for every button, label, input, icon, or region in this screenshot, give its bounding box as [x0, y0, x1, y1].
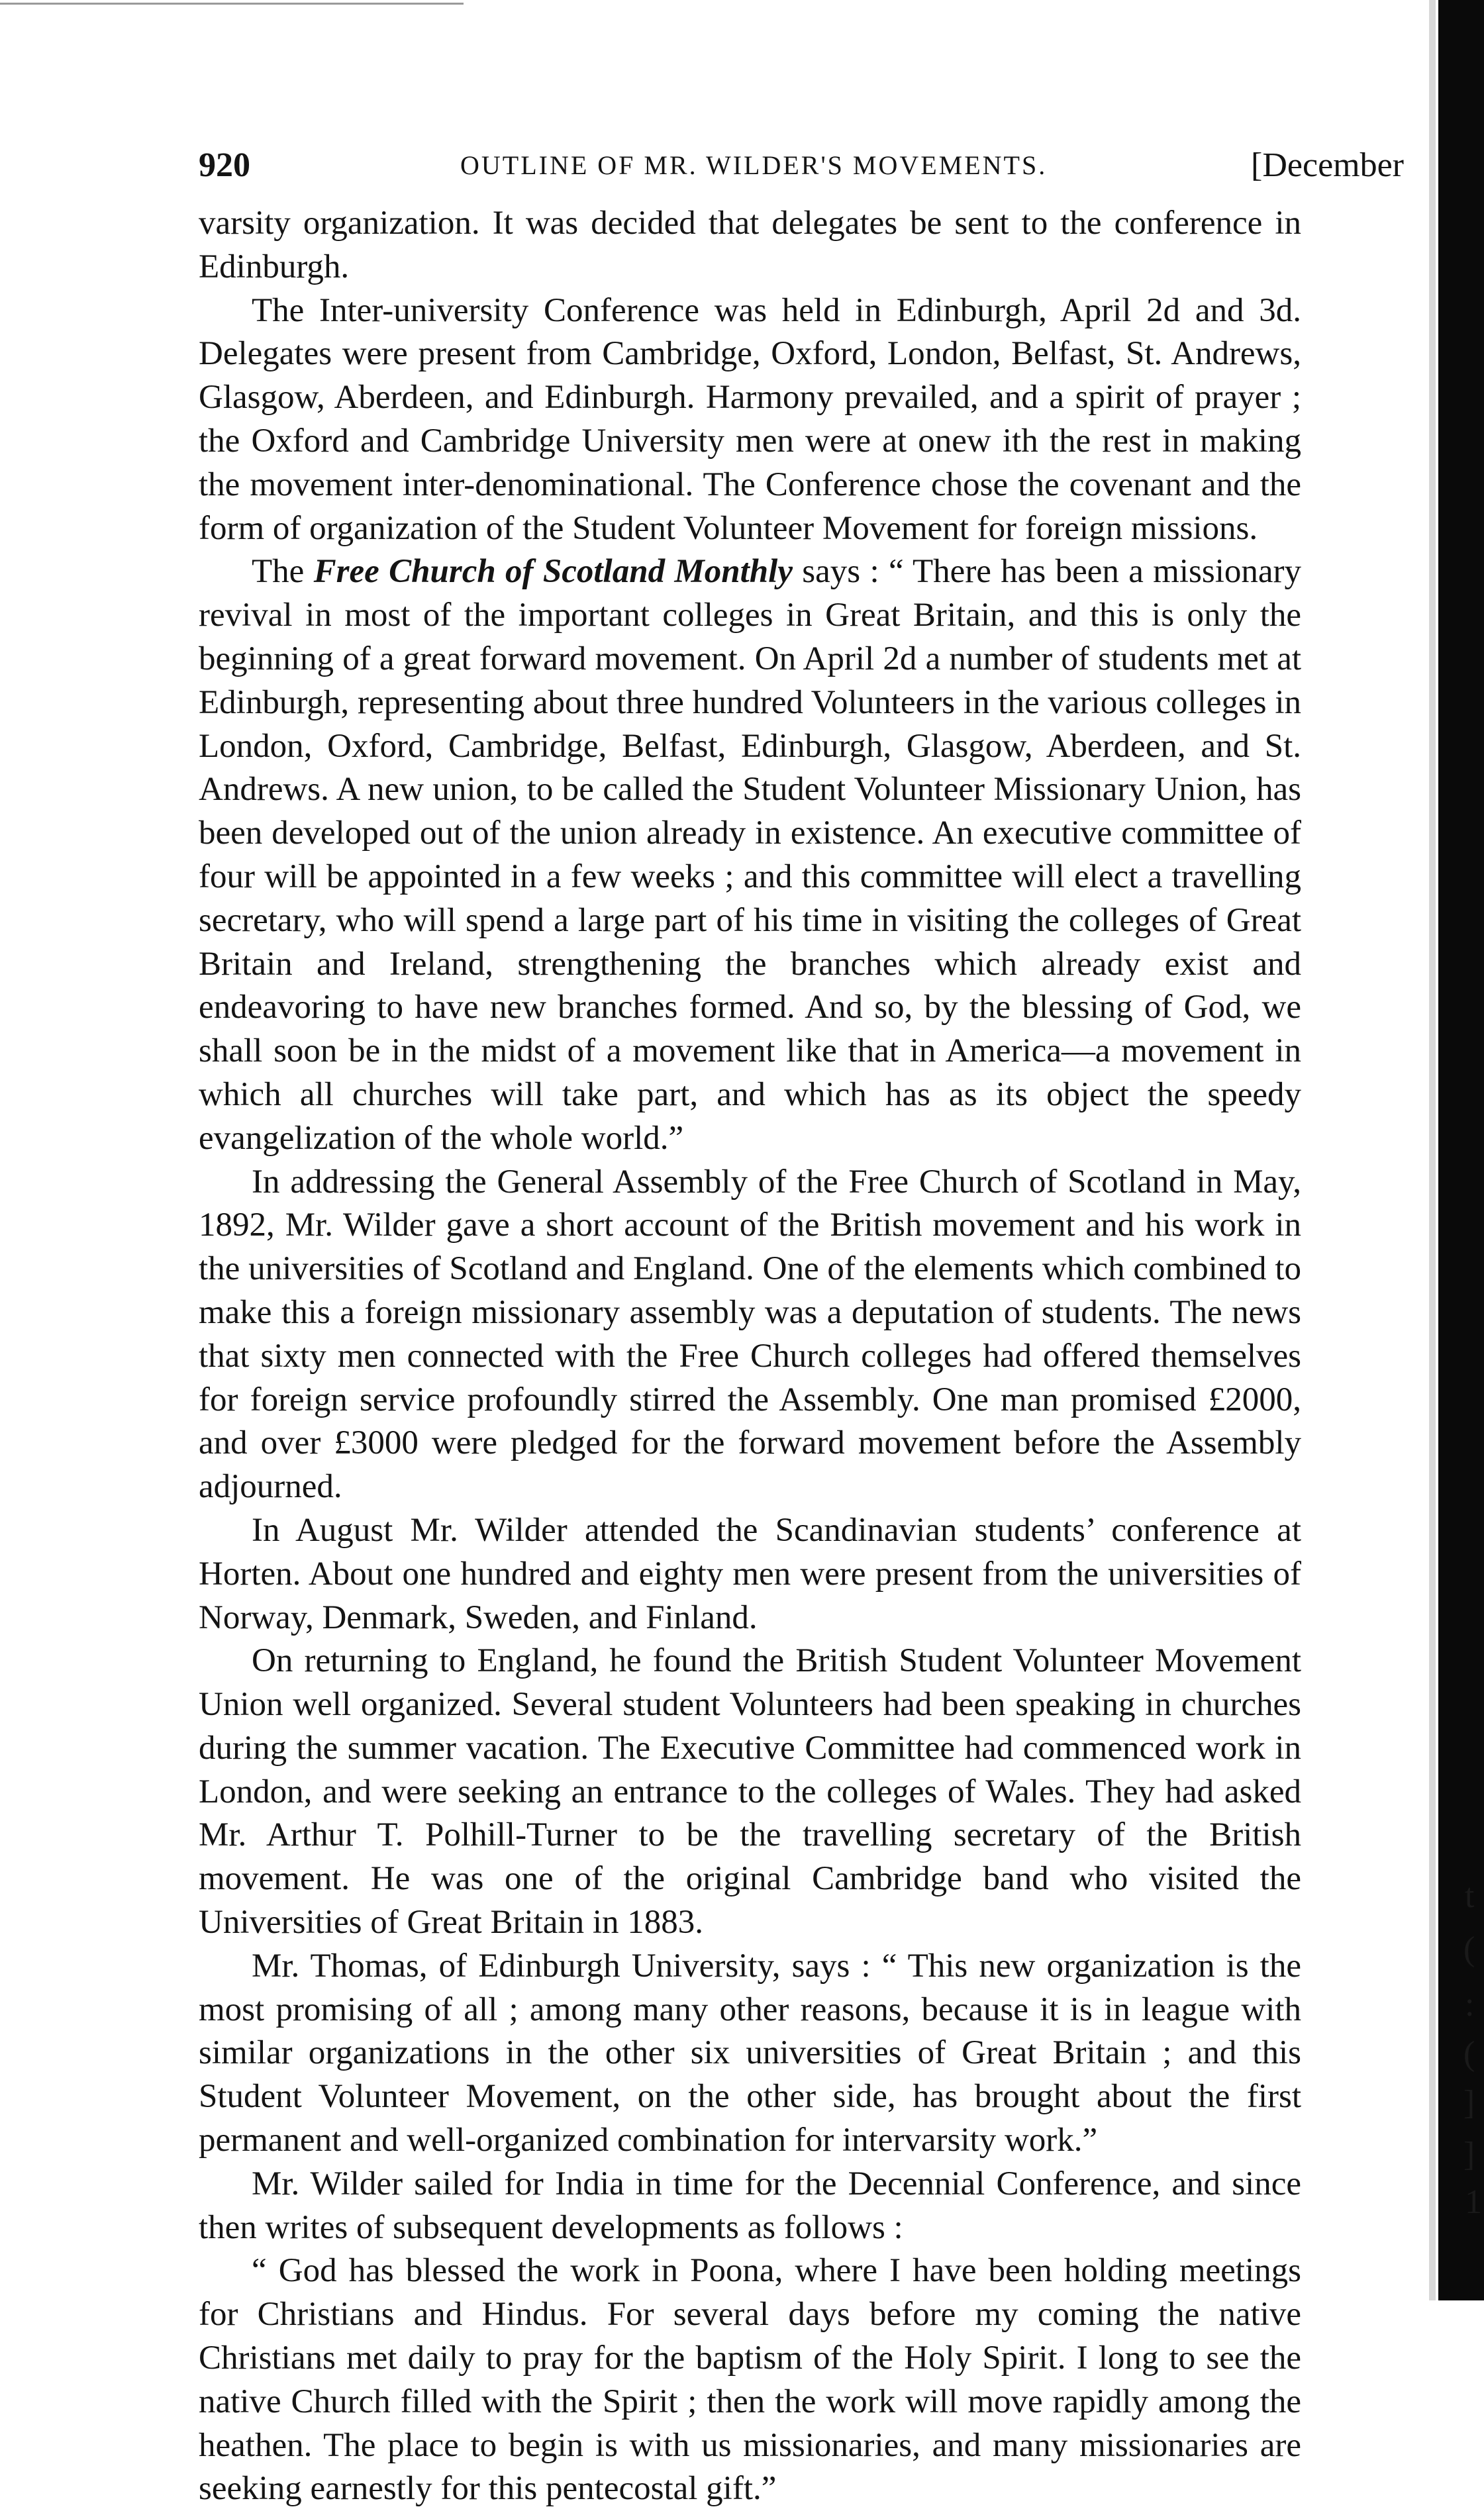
running-month: [December — [1251, 146, 1404, 184]
paragraph: In addressing the General Assembly of the Free Church of Scotland in May, 1892, Mr. Wilder gave a short account of the British movement and his work in the universities of Scotland and England. One of the elements which combined to make this a foreign missionary assembly was a deputation of students. The news that sixty men connected with the Free Church colleges had offered themselves for foreign service profoundly stirred the Assembly. One man promised £2000, and over £3000 were pledged for the forward movement before the Assembly adjourned. — [199, 1163, 1301, 1506]
running-title: OUTLINE OF MR. WILDER'S MOVEMENTS. — [460, 150, 1048, 180]
paragraph-rest: says : “ There has been a missionary revival in most of the important colleges in Great Britain, and this is only the beginning of a great forward movement. On April 2d a number of students met at Edinburgh, representing about three hundred Volunteers in the various colleges in London, Oxford, Cambridge, Belfast, Edinburgh, Glasgow, Aberdeen, and St. Andrews. A new union, to be called the Student Volunteer Missionary Union, has been developed out of the union already in existence. An executive committee of four will be appointed in a few weeks ; and this committee will elect a travelling secretary, who will spend a large part of his time in visiting the colleges of Great Britain and Ireland, strengthening the branches which already exist and endeavoring to have new branches formed. And so, by the blessing of God, we shall soon be in the midst of a movement like that in America—a movement in which all churches will take part, and which has as its object the speedy evangelization of the whole world.” — [199, 553, 1302, 1157]
margin-mark: ( — [1463, 1930, 1475, 1968]
paragraph — [199, 550, 1301, 1160]
margin-mark: : — [1465, 1986, 1475, 2024]
paragraph: On returning to England, he found the British Student Volunteer Movement Union well organized. Several student Volunteers had been speaking in churches during the summer vacation. The Executive Committee had commenced work in London, and were seeking an entrance to the colleges of Wales. They had asked Mr. Arthur T. Polhill-Turner to be the travelling secretary of the British movement. He was one of the original Cambridge band who visited the Universities of Great Britain in 1883. — [199, 1642, 1301, 1942]
paragraph: The Inter-university Conference was held in Edinburgh, April 2d and 3d. Delegates were present from Cambridge, Oxford, London, Belfast, St. Andrews, Glasgow, Aberdeen, and Edinburgh. Harmony prevailed, and a spirit of prayer ; the Oxford and Cambridge University men were at onew ith the rest in making the movement inter-denominational. The Conference chose the covenant and the form of organization of the Student Volunteer Movement for foreign missions. — [199, 291, 1301, 547]
paragraph: Mr. Thomas, of Edinburgh University, says : “ This new organization is the most promising of all ; among many other reasons, because it is in league with similar organizations in the other six universities of Great Britain ; and this Student Volunteer Movement, on the other side, has brought about the first permanent and well-organized combination for intervarsity work.” — [199, 1947, 1301, 2159]
running-head — [199, 132, 1404, 185]
margin-mark: ] — [1463, 2084, 1475, 2122]
margin-mark: t — [1465, 1877, 1475, 1915]
scan-binding-bar — [1438, 0, 1484, 2300]
page-number: 920 — [199, 146, 250, 184]
margin-mark: ] — [1463, 2136, 1475, 2173]
top-scan-rule — [0, 3, 464, 5]
paragraph: varsity organization. It was decided that delegates be sent to the conference in Edinburgh. — [199, 205, 1301, 285]
margin-mark: 1 — [1465, 2183, 1482, 2221]
paragraph: Mr. Wilder sailed for India in time for the Decennial Conference, and since then writes of subsequent developments as follows : — [199, 2165, 1301, 2246]
scan-edge-shadow — [1429, 0, 1436, 2300]
article-body — [199, 202, 1301, 2511]
publication-title: Free Church of Scotland Monthly — [313, 553, 793, 591]
margin-mark: ( — [1463, 2035, 1475, 2073]
paragraph-lead: The — [252, 553, 314, 591]
paragraph: “ God has blessed the work in Poona, where I have been holding meetings for Christians and Hindus. For several days before my coming the native Christians met daily to pray for the baptism of the Holy Spirit. I long to see the native Church filled with the Spirit ; then the work will move rapidly among the heathen. The place to begin is with us missionaries, and many missionaries are seeking earnestly for this pentecostal gift.” — [199, 2252, 1301, 2508]
paragraph: In August Mr. Wilder attended the Scandinavian students’ conference at Horten. About one hundred and eighty men were present from the universities of Norway, Denmark, Sweden, and Finland. — [199, 1511, 1301, 1636]
